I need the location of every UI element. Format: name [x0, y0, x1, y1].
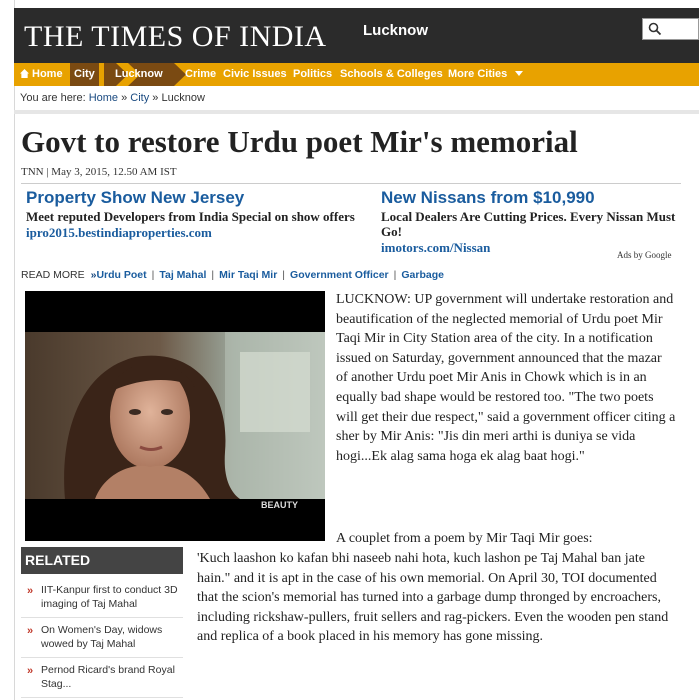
nav-politics[interactable]: Politics [293, 68, 333, 80]
tag-link[interactable]: Government Officer [290, 269, 389, 281]
video-still-image [25, 332, 325, 499]
tag-link[interactable]: Garbage [401, 269, 444, 281]
search-input[interactable] [642, 18, 699, 40]
breadcrumb-current: Lucknow [161, 92, 205, 104]
chevron-right-icon: » [27, 665, 34, 677]
ad-description: Local Dealers Are Cutting Prices. Every Nissan Must Go! [381, 209, 676, 239]
ad-url[interactable]: imotors.com/Nissan [381, 240, 491, 255]
search-icon [648, 22, 662, 36]
byline-divider [21, 183, 681, 184]
article-paragraph: LUCKNOW: UP government will undertake restoration and beautification of the neglected memorial of Urdu poet Mir Taqi Mir in City Station area of the city. In a notification issued on Saturday, government announced that the mazar of another Urdu poet Mir Anis in Chowk which is in an equally bad shape would be restored too. "The two poets will get their due respect," said a government officer citing a sher by Mir Anis: "Jis din meri arthi is duniya se vida hogi...Ek alag sama hoga ek alag baat hogi." [336, 292, 676, 464]
ad-title[interactable]: Property Show New Jersey [26, 188, 245, 207]
page-title: Govt to restore Urdu poet Mir's memorial [21, 124, 578, 159]
nav-more-cities[interactable]: More Cities [448, 63, 523, 86]
breadcrumb-home[interactable]: Home [88, 92, 119, 104]
article-paragraph: A couplet from a poem by Mir Taqi Mir goes: [336, 531, 593, 546]
nav-home[interactable]: Home [20, 63, 63, 86]
ad-block-2[interactable] [381, 188, 676, 256]
tag-link[interactable]: Taj Mahal [159, 269, 207, 281]
related-item[interactable]: » Pernod Ricard's brand Royal Stag... [21, 658, 183, 698]
city-name: Lucknow [363, 22, 429, 39]
article-paragraph: 'Kuch laashon ko kafan bhi naseeb nahi hota, kuch lashon pe Taj Mahal ban jate hain." and it is apt in the case of his own memorial. On April 30, TOI documented that the scion's memorial has turned into a garbage dump thronged by encroachers, including rickshaw-pullers, fruit sellers and rag-pickers. Even the wooden pen stand and replica of a book placed in his memory has gone missing. [197, 551, 669, 645]
chevron-right-icon: » [27, 625, 34, 637]
related-item[interactable]: » On Women's Day, widows wowed by Taj Mahal [21, 618, 183, 658]
video-watermark: BEAUTY [261, 500, 299, 510]
related-header: RELATED [21, 547, 183, 574]
video-player[interactable] [25, 291, 325, 541]
nav-schools-colleges[interactable]: Schools & Colleges [340, 68, 443, 80]
chevron-down-icon [515, 71, 523, 76]
divider [14, 110, 699, 114]
ads-by-google[interactable]: Ads by Google [617, 250, 672, 260]
site-logo[interactable]: THE TIMES OF INDIA [24, 20, 327, 53]
breadcrumb-city[interactable]: City [130, 92, 150, 104]
read-more-tags: READ MORE »Urdu Poet | Taj Mahal | Mir Taqi Mir | Government Officer | Garbage [21, 269, 444, 281]
nav-lucknow[interactable]: Lucknow [115, 68, 163, 80]
ad-block-1[interactable] [26, 188, 366, 241]
read-more-label: READ MORE [21, 269, 85, 281]
masthead [14, 8, 699, 63]
main-nav [14, 63, 699, 86]
breadcrumb: You are here: Home » City » Lucknow [20, 92, 205, 104]
related-list [21, 578, 183, 698]
ad-title[interactable]: New Nissans from $10,990 [381, 188, 595, 207]
nav-civic-issues[interactable]: Civic Issues [223, 68, 287, 80]
nav-city[interactable]: City [70, 63, 99, 86]
chevron-right-icon: » [27, 585, 34, 597]
double-chevron-icon: » [90, 269, 97, 281]
home-icon [20, 69, 29, 78]
video-frame [25, 332, 325, 510]
byline: TNN | May 3, 2015, 12.50 AM IST [21, 166, 177, 178]
tag-link[interactable]: Mir Taqi Mir [219, 269, 278, 281]
related-item[interactable]: » IIT-Kanpur first to conduct 3D imaging of Taj Mahal [21, 578, 183, 618]
ad-url[interactable]: ipro2015.bestindiaproperties.com [26, 225, 212, 240]
nav-crime[interactable]: Crime [185, 68, 217, 80]
tag-link[interactable]: Urdu Poet [96, 269, 147, 281]
ad-description: Meet reputed Developers from India Special on show offers [26, 209, 355, 224]
